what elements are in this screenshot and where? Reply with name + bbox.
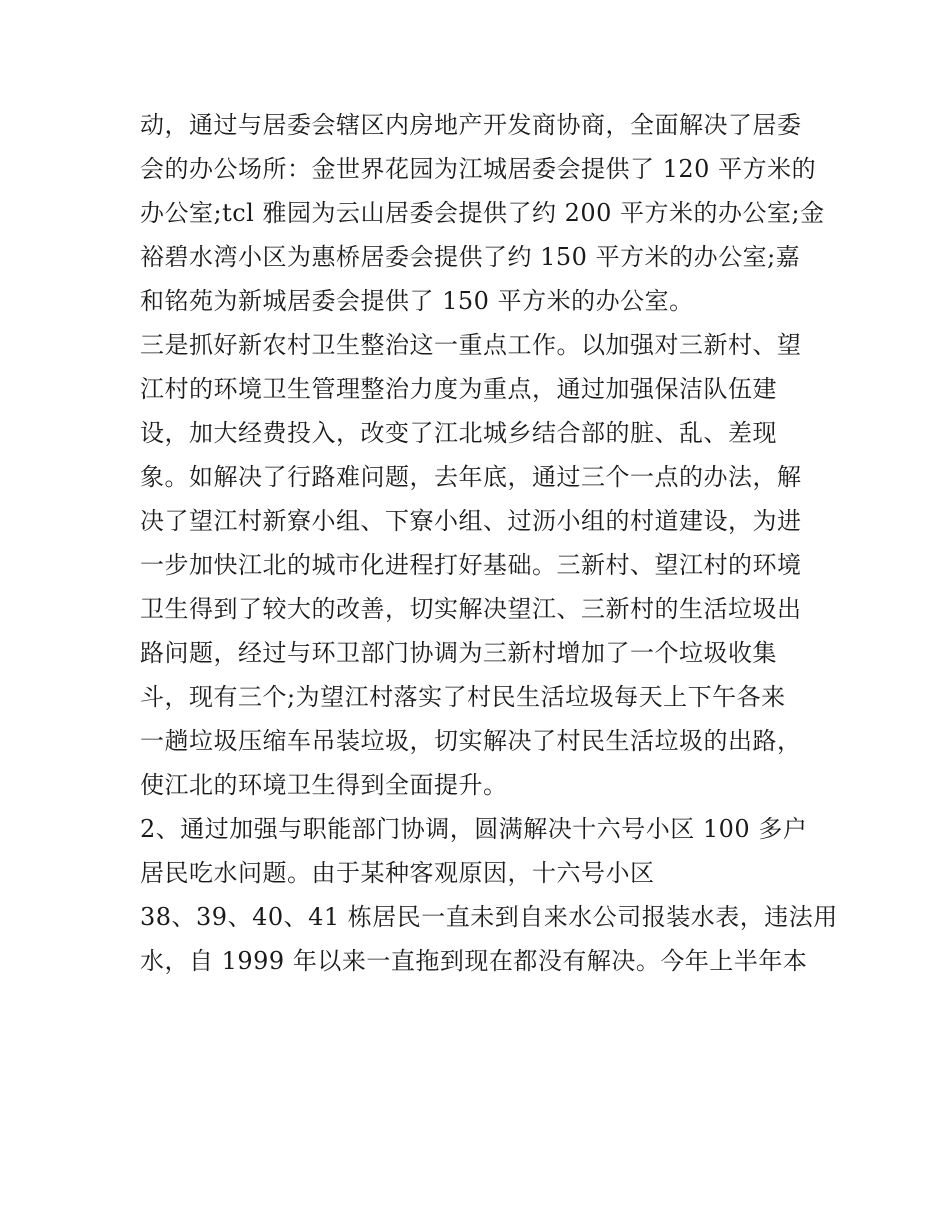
text-line: 三是抓好新农村卫生整治这一重点工作。以加强对三新村、望 bbox=[140, 331, 802, 359]
text-line: 水，自 1999 年以来一直拖到现在都没有解决。今年上半年本 bbox=[140, 947, 808, 975]
text-line: 路问题，经过与环卫部门协调为三新村增加了一个垃圾收集 bbox=[140, 639, 777, 667]
text-line: 38、39、40、41 栋居民一直未到自来水公司报装水表，违法用 bbox=[140, 903, 838, 931]
text-line: 2、通过加强与职能部门协调，圆满解决十六号小区 100 多户 bbox=[140, 815, 808, 843]
text-line: 居民吃水问题。由于某种客观原因，十六号小区 bbox=[140, 859, 655, 887]
text-line: 动，通过与居委会辖区内房地产开发商协商，全面解决了居委 bbox=[140, 111, 802, 139]
text-line: 象。如解决了行路难问题，去年底，通过三个一点的办法，解 bbox=[140, 463, 802, 491]
text-line: 设，加大经费投入，改变了江北城乡结合部的脏、乱、差现 bbox=[140, 419, 777, 447]
text-line: 一趟垃圾压缩车吊装垃圾，切实解决了村民生活垃圾的出路， bbox=[140, 727, 802, 755]
text-line: 使江北的环境卫生得到全面提升。 bbox=[140, 771, 508, 799]
text-line: 裕碧水湾小区为惠桥居委会提供了约 150 平方米的办公室;嘉 bbox=[140, 243, 801, 271]
text-line: 卫生得到了较大的改善，切实解决望江、三新村的生活垃圾出 bbox=[140, 595, 802, 623]
body-text bbox=[140, 103, 838, 983]
text-line: 江村的环境卫生管理整治力度为重点，通过加强保洁队伍建 bbox=[140, 375, 777, 403]
text-line: 斗，现有三个;为望江村落实了村民生活垃圾每天上下午各来 bbox=[140, 683, 786, 711]
text-line: 会的办公场所：金世界花园为江城居委会提供了 120 平方米的 bbox=[140, 155, 817, 183]
text-line: 一步加快江北的城市化进程打好基础。三新村、望江村的环境 bbox=[140, 551, 802, 579]
text-line: 决了望江村新寮小组、下寮小组、过沥小组的村道建设，为进 bbox=[140, 507, 802, 535]
text-line: 办公室;tcl 雅园为云山居委会提供了约 200 平方米的办公室;金 bbox=[140, 199, 825, 227]
text-line: 和铭苑为新城居委会提供了 150 平方米的办公室。 bbox=[140, 287, 694, 315]
